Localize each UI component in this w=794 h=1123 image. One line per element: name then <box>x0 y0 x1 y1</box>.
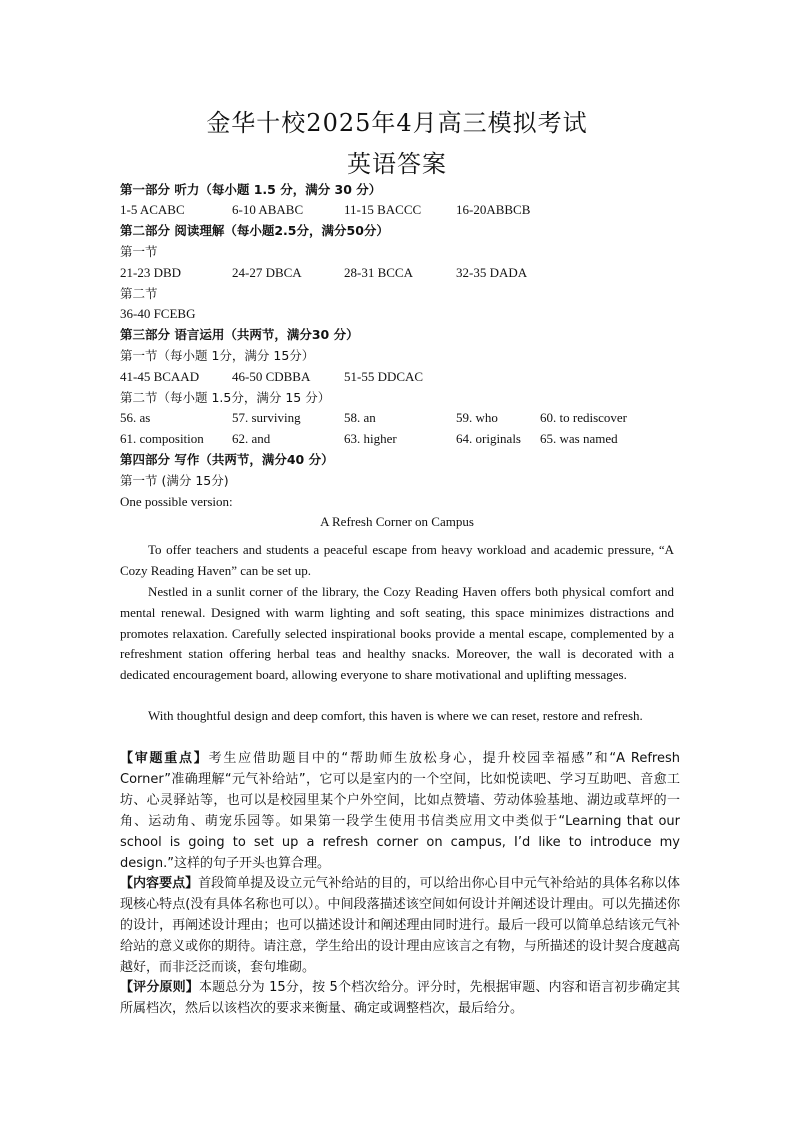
grading-note <box>120 749 680 874</box>
answer-group: 32-35 DADA <box>456 265 528 280</box>
part3-heading: 第三部分 语言运用（共两节，满分30 分） <box>120 327 359 342</box>
note-tag: 【内容要点】 <box>120 876 199 891</box>
part2-section1-label: 第一节 <box>120 244 158 259</box>
part1-heading: 第一部分 听力（每小题 1.5 分，满分 30 分） <box>120 182 382 197</box>
version-label: One possible version: <box>120 494 233 509</box>
note-text: 首段简单提及设立元气补给站的目的，可以给出你心目中元气补给站的具体名称以体现核心特点(没有具体名称也可以）。中间段落描述该空间如何设计并阐述设计理由。可以先描述你的设计，再阐述设计理由；也可以描述设计和阐述理由同时进行。最后一段可以简单总结该元气补给站的意义或你的期待。请注意，学生给出的设计理由应该言之有物，与所描述的设计契合度越高越好，而非泛泛而谈，套句堆砌。 <box>120 876 680 975</box>
note-tag: 【评分原则】 <box>120 980 199 995</box>
page-subtitle: 英语答案 <box>347 150 447 178</box>
fill-answer: 61. composition <box>120 431 204 446</box>
answer-group: 41-45 BCAAD <box>120 369 200 384</box>
note-text: 本题总分为 15分，按 5个档次给分。评分时，先根据审题、内容和语言初步确定其所属档次，然后以该档次的要求来衡量、确定或调整档次，最后给分。 <box>120 980 680 1016</box>
answer-group: 21-23 DBD <box>120 265 182 280</box>
note-tag: 【审题重点】 <box>120 751 209 766</box>
answer-group: 16-20ABBCB <box>456 202 531 217</box>
part3-section1-label: 第一节（每小题 1分，满分 15分） <box>120 348 315 363</box>
answer-group: 28-31 BCCA <box>344 265 413 280</box>
part2-section2-label: 第二节 <box>120 286 158 301</box>
answer-group: 24-27 DBCA <box>232 265 302 280</box>
part4-section1-label: 第一节 (满分 15分) <box>120 473 229 488</box>
fill-answer: 58. an <box>344 410 376 425</box>
essay-paragraph: With thoughtful design and deep comfort, this haven is where we can reset, restore and refresh. <box>148 708 643 723</box>
fill-answer: 56. as <box>120 410 151 425</box>
essay-paragraph: To offer teachers and students a peaceful escape from heavy workload and academic pressure, “A Cozy Reading Haven” can be set up. <box>120 542 674 578</box>
note-text: 考生应借助题目中的“帮助师生放松身心，提升校园幸福感”和“A Refresh Corner”准确理解“元气补给站”，它可以是室内的一个空间，比如悦读吧、学习互助吧、音愈工坊、心灵驿站等，也可以是校园里某个户外空间，比如点赞墙、劳动体验基地、湖边或草坪的一角、运动角、萌宠乐园等。如果第一段学生使用书信类应用文中类似于“Learning that our school is going to set up a refresh corner on campus, I’d like to introduce my design.”这样的句子开头也算合理。 <box>120 751 680 871</box>
fill-answer: 62. and <box>232 431 271 446</box>
fill-answer: 59. who <box>456 410 498 425</box>
answer-group: 46-50 CDBBA <box>232 369 311 384</box>
answer-group: 51-55 DDCAC <box>344 369 424 384</box>
fill-answer: 64. originals <box>456 431 521 446</box>
answer-group: 1-5 ACABC <box>120 202 185 217</box>
fill-answer: 57. surviving <box>232 410 301 425</box>
fill-answer: 63. higher <box>344 431 397 446</box>
essay-title: A Refresh Corner on Campus <box>320 514 474 529</box>
grading-note <box>120 874 680 979</box>
answer-group: 36-40 FCEBG <box>120 306 196 321</box>
essay-paragraph: Nestled in a sunlit corner of the library, the Cozy Reading Haven offers both physical comfort and mental renewal. Designed with warm lighting and soft seating, this space minimizes distractions and promotes relaxation. Carefully selected inspirational books provide a mental escape, complemented by a refreshment station offering herbal teas and healthy snacks. Moreover, the wall is decorated with a dedicated encouragement board, allowing everyone to share motivational and uplifting messages. <box>120 584 674 683</box>
page-title: 金华十校2025年4月高三模拟考试 <box>206 109 588 137</box>
answer-group: 11-15 BACCC <box>344 202 422 217</box>
part4-heading: 第四部分 写作（共两节，满分40 分） <box>120 452 334 467</box>
part3-section2-label: 第二节（每小题 1.5分，满分 15 分） <box>120 390 331 405</box>
fill-answer: 65. was named <box>540 431 618 446</box>
answer-group: 6-10 ABABC <box>232 202 304 217</box>
grading-note <box>120 978 680 1020</box>
fill-answer: 60. to rediscover <box>540 410 628 425</box>
part2-heading: 第二部分 阅读理解（每小题2.5分，满分50分） <box>120 223 389 238</box>
